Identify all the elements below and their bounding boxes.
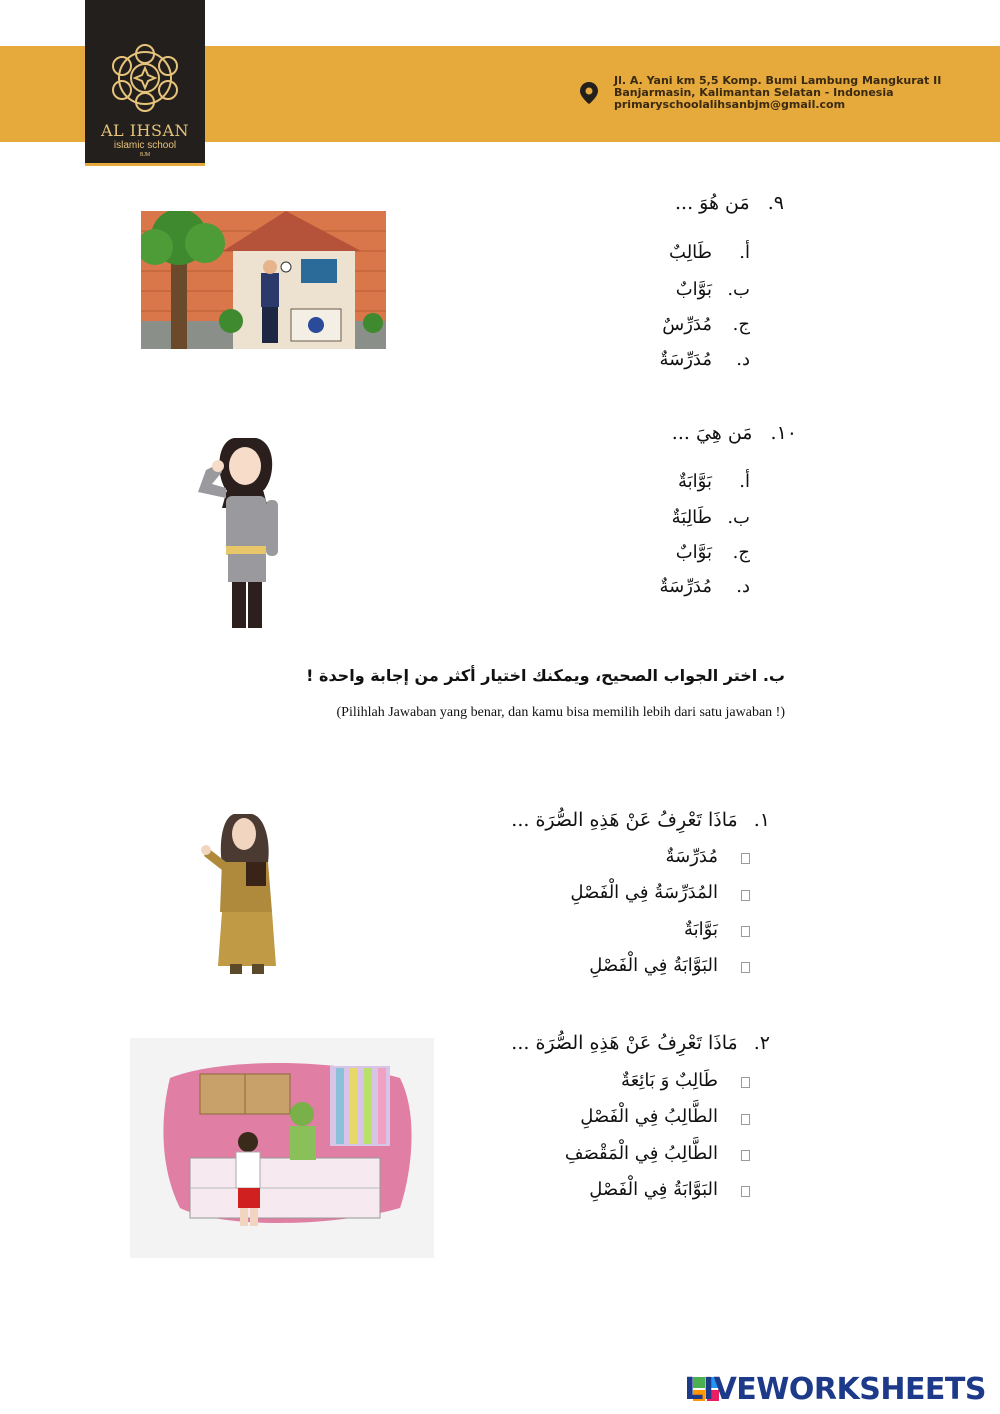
b1-option-1: مُدَرِّسَةٌ [665, 846, 718, 867]
guard-post-illustration [141, 211, 386, 349]
b1-checkbox-1[interactable] [741, 853, 750, 864]
question-9-text: مَن هُوَ ... [675, 192, 750, 214]
address-line-2: Banjarmasin, Kalimantan Selatan - Indonesia [614, 86, 894, 99]
b2-checkbox-1[interactable] [741, 1077, 750, 1088]
logo-city: BJM [140, 152, 150, 158]
b1-checkbox-2[interactable] [741, 890, 750, 901]
school-logo [85, 0, 205, 166]
b2-option-3: الطَّالِبُ فِي الْمَقْصَفِ [564, 1143, 718, 1164]
address-line-1: Jl. A. Yani km 5,5 Komp. Bumi Lambung Mangkurat II [614, 74, 942, 87]
b1-text: مَاذَا تَعْرِفُ عَنْ هَذِهِ الصُّرَة ... [511, 809, 738, 831]
q10-option-c[interactable]: ج.بَوَّابٌ [675, 542, 750, 563]
b1-number: ١. [753, 809, 770, 831]
school-address [614, 75, 941, 111]
q9-option-c[interactable]: ج.مُدَرِّسٌ [662, 314, 750, 335]
section-b-question-2 [511, 1032, 770, 1054]
q10-option-d[interactable]: د.مُدَرِّسَةٌ [659, 576, 750, 597]
section-b-subtitle: (Pilihlah Jawaban yang benar, dan kamu bisa memilih lebih dari satu jawaban !) [336, 705, 785, 720]
section-b-title: ب. اختر الجواب الصحيح، ويمكنك اختيار أكثر من إجابة واحدة ! [306, 666, 785, 685]
q9-option-b[interactable]: ب.بَوَّابٌ [675, 279, 750, 300]
b2-text: مَاذَا تَعْرِفُ عَنْ هَذِهِ الصُّرَة ... [511, 1032, 738, 1054]
ornament-icon [100, 38, 190, 118]
female-teacher-illustration [200, 812, 282, 976]
b2-option-1: طَالِبٌ وَ بَائِعَةٌ [621, 1070, 718, 1091]
logo-subtitle: islamic school [113, 140, 177, 151]
b1-checkbox-3[interactable] [741, 926, 750, 937]
q10-option-a[interactable]: أ.بَوَّابَةٌ [678, 471, 750, 492]
question-9 [675, 192, 784, 214]
b1-checkbox-4[interactable] [741, 962, 750, 973]
b1-option-3: بَوَّابَةٌ [684, 919, 718, 940]
question-9-number: ٩. [767, 192, 784, 214]
question-10-number: ١٠. [770, 422, 797, 444]
question-10 [672, 422, 797, 444]
b2-option-4: البَوَّابَةُ فِي الْفَصْلِ [589, 1179, 718, 1200]
school-email: primaryschoolalihsanbjm@gmail.com [614, 98, 846, 111]
b2-checkbox-2[interactable] [741, 1114, 750, 1125]
location-pin-icon [580, 82, 598, 104]
female-police-illustration [192, 432, 298, 630]
q9-option-a[interactable]: أ.طَالِبٌ [669, 242, 750, 263]
logo-name: AL IHSAN [100, 121, 190, 140]
b2-option-2: الطَّالِبُ فِي الْفَصْلِ [580, 1106, 718, 1127]
canteen-illustration [130, 1038, 434, 1258]
q10-option-b[interactable]: ب.طَالِبَةٌ [671, 507, 750, 528]
b1-option-2: المُدَرِّسَةُ فِي الْفَصْلِ [570, 882, 718, 903]
q9-option-d[interactable]: د.مُدَرِّسَةٌ [659, 349, 750, 370]
section-b-question-1 [511, 809, 770, 831]
b2-number: ٢. [753, 1032, 770, 1054]
b1-option-4: البَوَّابَةُ فِي الْفَصْلِ [589, 955, 718, 976]
liveworksheets-brand[interactable]: LIVEWORKSHEETS [684, 1372, 986, 1407]
question-10-text: مَن هِيَ ... [671, 422, 753, 444]
b2-checkbox-4[interactable] [741, 1186, 750, 1197]
b2-checkbox-3[interactable] [741, 1150, 750, 1161]
